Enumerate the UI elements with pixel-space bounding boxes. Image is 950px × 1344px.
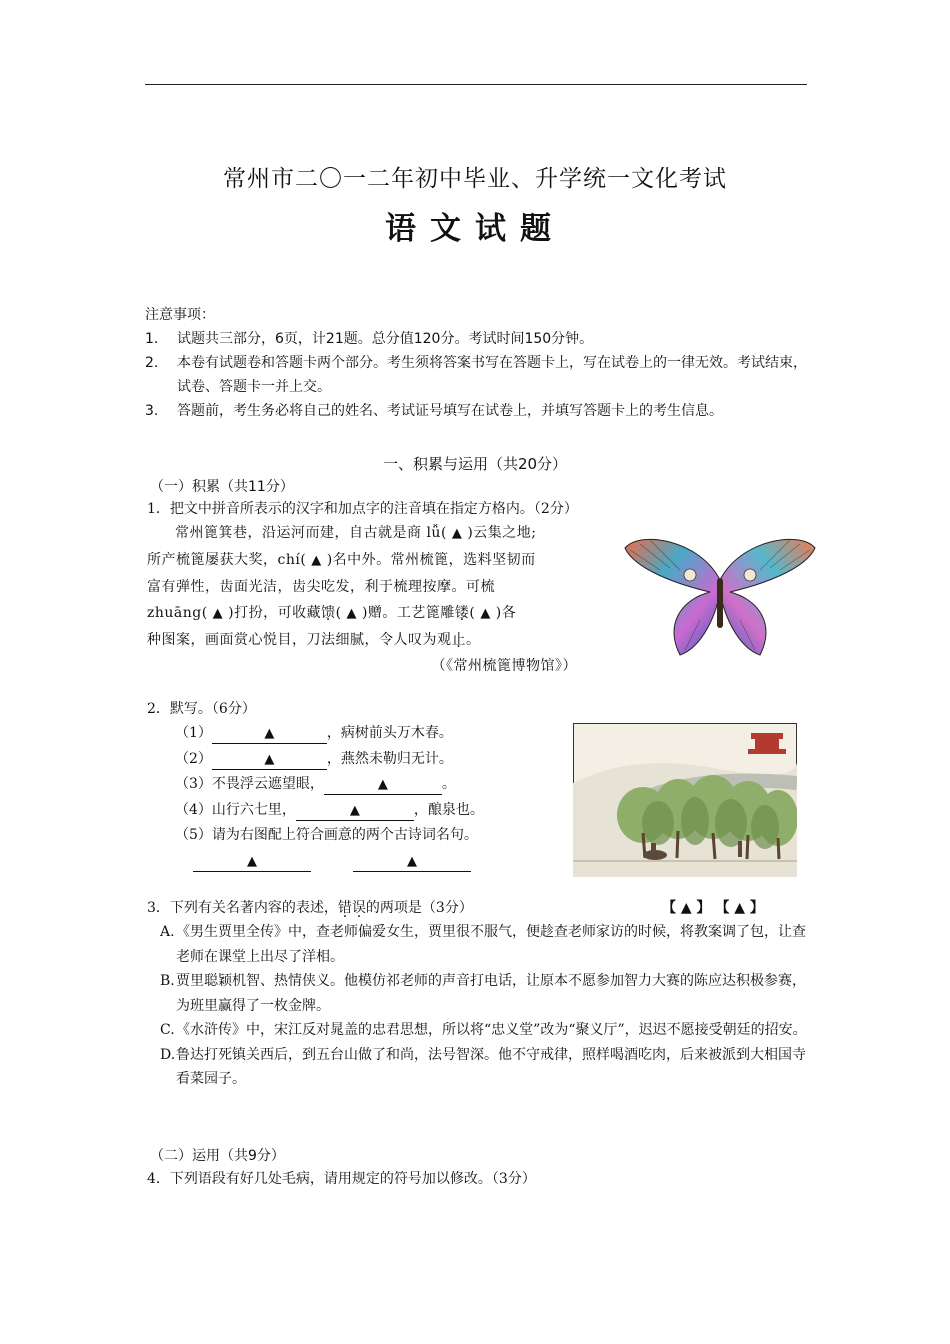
subsection-title: （二）运用（共9分） [150,1148,285,1164]
answer-blank[interactable]: ▲ [193,852,311,872]
part1-title: 一、积累与运用（共20分） [382,455,568,473]
q3-answer-brackets[interactable]: 【 ▲ 】 【 ▲ 】 [662,900,764,916]
subsection-title: （一）积累（共11分） [150,479,294,495]
notes-section [145,303,815,423]
q3-stem: 3．下列有关名著内容的表述，错误的两项是（3分） [147,900,473,916]
option-d[interactable]: D. 鲁达打死镇关西后，到五台山做了和尚，法号智深。他不守戒律，照样喝酒吃肉，后来被派到大相国寺看菜园子。 [160,1046,806,1087]
answer-blank[interactable]: ▲ [353,852,471,872]
exam-title: 常州市二〇一二年初中毕业、升学统一文化考试 [223,166,727,192]
option-b[interactable]: B. 贾里聪颖机智、热情侠义。他模仿祁老师的声音打电话，让原本不愿参加智力大赛的陈应达积极参赛，为班里赢得了一枚金牌。 [160,973,806,1014]
note-item: 3. 答题前，考生务必将自己的姓名、考试证号填写在试卷上，并填写答题卡上的考生信息。 [145,403,723,419]
option-a[interactable]: A. 《男生贾里全传》中，查老师偏爱女生，贾里很不服气，便趁查老师家访的时候，将教案调了包，让查老师在课堂上出尽了洋相。 [160,924,806,965]
butterfly-comb-image [620,530,820,665]
answer-blank[interactable]: ▲ [296,801,414,821]
answer-blank[interactable]: ▲ [324,775,442,795]
option-c[interactable]: C. 《水浒传》中，宋江反对晁盖的忠君思想，所以将“忠义堂”改为“聚义厅”，迟迟不愿接受朝廷的招安。 [160,1022,807,1038]
willow-landscape-image [573,723,797,877]
q4-stem: 4．下列语段有好几处毛病，请用规定的符号加以修改。（3分） [147,1171,536,1187]
notes-heading: 注意事项： [145,307,215,323]
q2-stem: 2．默写。（6分） [147,701,256,717]
subject-title: 语文试题 [385,211,565,247]
q2-recitation: （1） ▲ ，病树前头万木春。 （2） ▲ ，燕然未勒归无计。 （3）不畏浮云遮望眼， ▲ 。 （4）山行六七里， ▲ ，酿泉也。 （5）请为右图配上符合画意的两个古诗词名句。 ▲ ▲ [175,721,484,874]
answer-blank[interactable]: ▲ [212,724,327,744]
q1-passage: 常州篦箕巷，沿运河而建，自古就是商 lǚ( ▲ )云集之地; 所产梳篦屡获大奖，chí( ▲ )名中外。常州梳篦，选料坚韧而 富有弹性，齿面光洁，齿尖吃发，利于梳理按摩。可梳 zhuāng( ▲ )打扮，可收藏馈( ▲ )赠。工艺篦雕镂( ▲ )各 种图案，画面赏心悦目，刀法细腻，令人叹为观止。 （《常州梳篦博物馆》） [147,520,607,679]
q1-source: （《常州梳篦博物馆》） [431,658,577,674]
note-item: 1. 试题共三部分，6页，计21题。总分值120分。考试时间150分钟。 [145,331,594,347]
q3-options [160,920,810,1092]
q1-stem: 1．把文中拼音所表示的汉字和加点字的注音填在指定方格内。（2分） [147,501,578,517]
answer-blank[interactable]: ▲ [212,750,327,770]
note-item: 2. 本卷有试题卷和答题卡两个部分。考生须将答案书写在答题卡上，写在试卷上的一律无效。考试结束，试卷、答题卡一并上交。 [145,355,807,395]
header-rule [145,84,807,85]
